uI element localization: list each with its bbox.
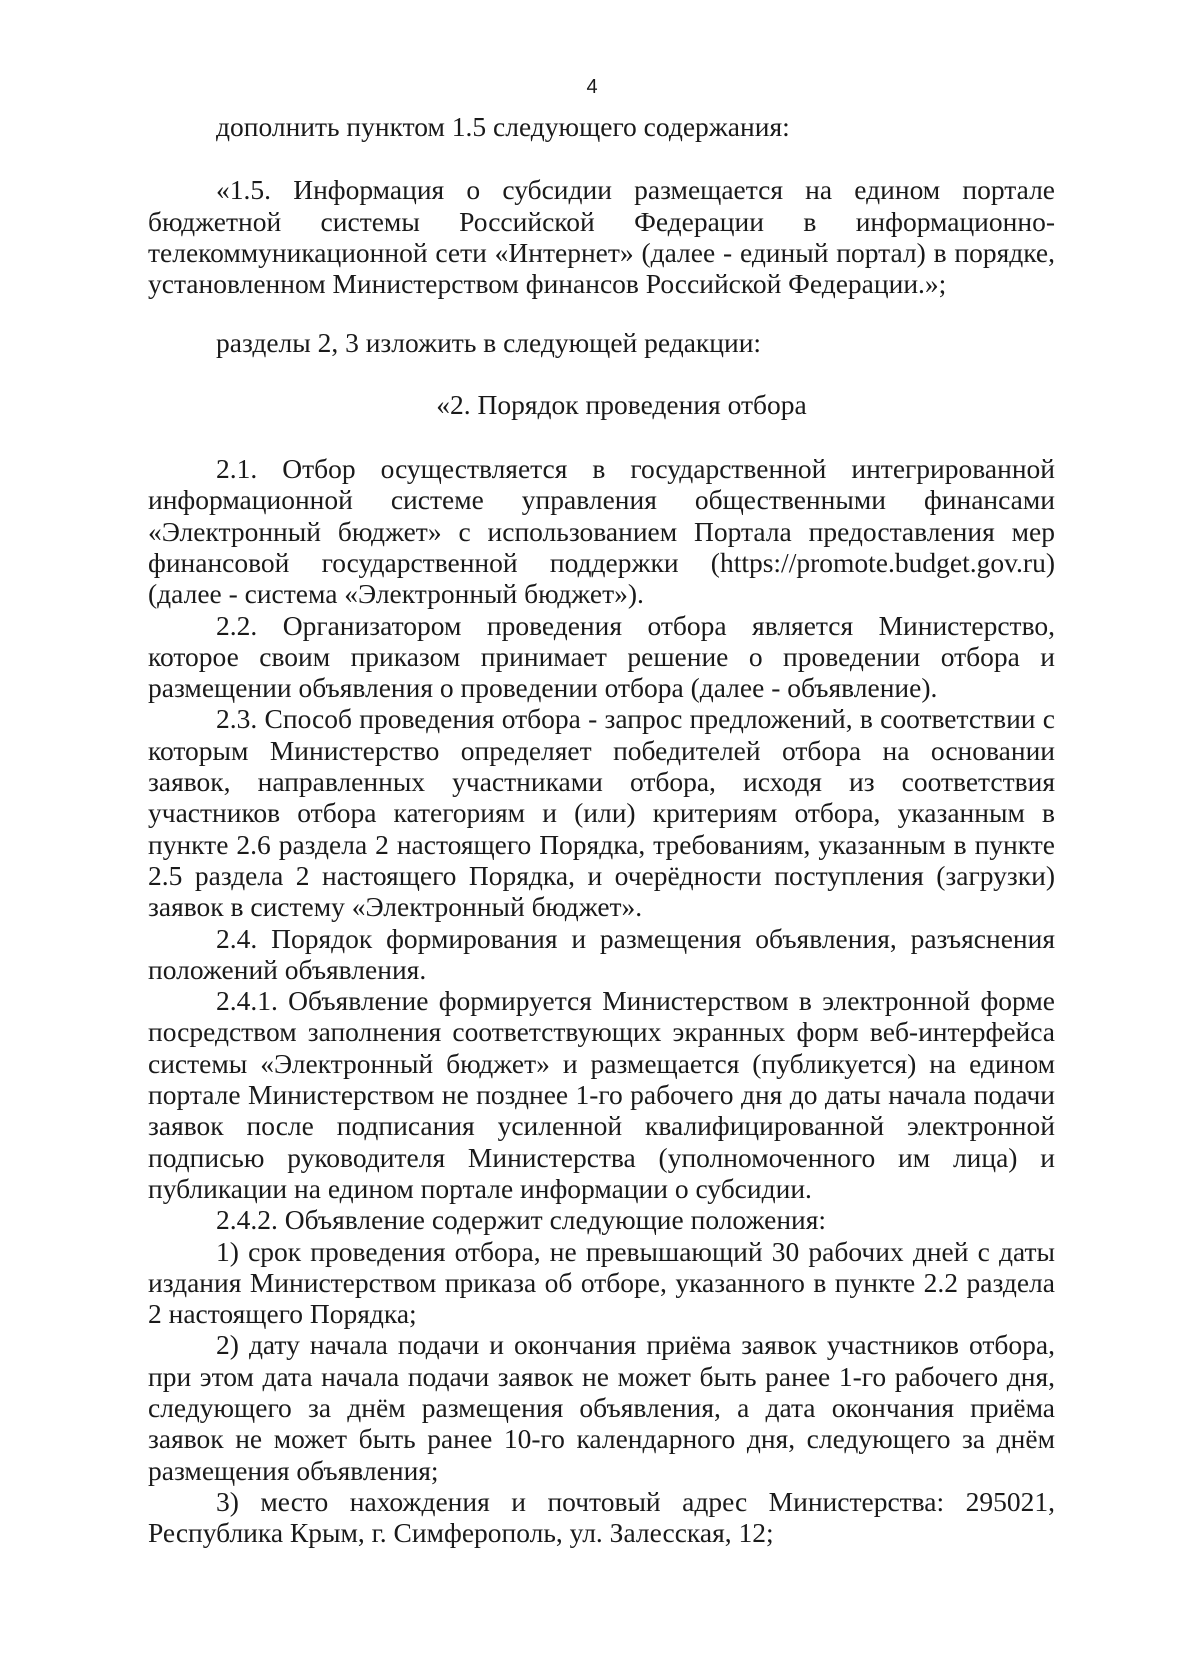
paragraph-2-3: 2.3. Способ проведения отбора - запрос предложений, в соответствии с которым Министерство определяет победителей отбора на основании заявок, направленных участниками отбора, исходя из соответствия участников отбора категориям и (или) критериям отбора, указанным в пункте 2.6 раздела 2 настоящего Порядка, требованиям, указанным в пункте 2.5 раздела 2 настоящего Порядка, и очерёдности поступления (загрузки) заявок в систему «Электронный бюджет». [148,703,1055,923]
paragraph-1-5: «1.5. Информация о субсидии размещается на едином портале бюджетной системы Российской Федерации в информационно-телекоммуникационной сети «Интернет» (далее - единый портал) в порядке, установленном Министерством финансов Российской Федерации.»; [148,174,1055,300]
paragraph-amend-sections: разделы 2, 3 изложить в следующей редакции: [216,327,762,359]
paragraph-2-2: 2.2. Организатором проведения отбора является Министерство, которое своим приказом принимает решение о проведении отбора и размещении объявления о проведении отбора (далее - объявление). [148,609,1055,704]
list-item-2: 2) дату начала подачи и окончания приёма заявок участников отбора, при этом дата начала подачи заявок не может быть ранее 1-го рабочего дня, следующего за днём размещения объявления, а дата окончания приёма заявок не может быть ранее 10-го календарного дня, следующего за днём размещения объявления; [148,1329,1055,1486]
paragraph-amend-1-5: дополнить пунктом 1.5 следующего содержания: [216,111,790,142]
page-number: 4 [586,76,598,98]
section-heading: «2. Порядок проведения отбора [436,388,807,420]
paragraph-2-4-2: 2.4.2. Объявление содержит следующие положения: [216,1204,827,1236]
paragraph-2-4: 2.4. Порядок формирования и размещения объявления, разъяснения положений объявления. [148,922,1055,985]
paragraph-2-1: 2.1. Отбор осуществляется в государственной интегрированной информационной системе управления общественными финансами «Электронный бюджет» с использованием Портала предоставления мер финансовой государственной поддержки (https://promote.budget.gov.ru) (далее - система «Электронный бюджет»). [148,453,1055,610]
document-body [148,111,1055,1548]
list-item-1: 1) срок проведения отбора, не превышающий 30 рабочих дней с даты издания Министерством приказа об отборе, указанного в пункте 2.2 раздела 2 настоящего Порядка; [148,1235,1055,1330]
paragraph-2-4-1: 2.4.1. Объявление формируется Министерством в электронной форме посредством заполнения соответствующих экранных форм веб-интерфейса системы «Электронный бюджет» и размещается (публикуется) на едином портале Министерством не позднее 1-го рабочего дня до даты начала подачи заявок после подписания усиленной квалифицированной электронной подписью руководителя Министерства (уполномоченного им лица) и публикации на едином портале информации о субсидии. [148,985,1055,1204]
list-item-3: 3) место нахождения и почтовый адрес Министерства: 295021, Республика Крым, г. Симферополь, ул. Залесская, 12; [148,1485,1055,1549]
